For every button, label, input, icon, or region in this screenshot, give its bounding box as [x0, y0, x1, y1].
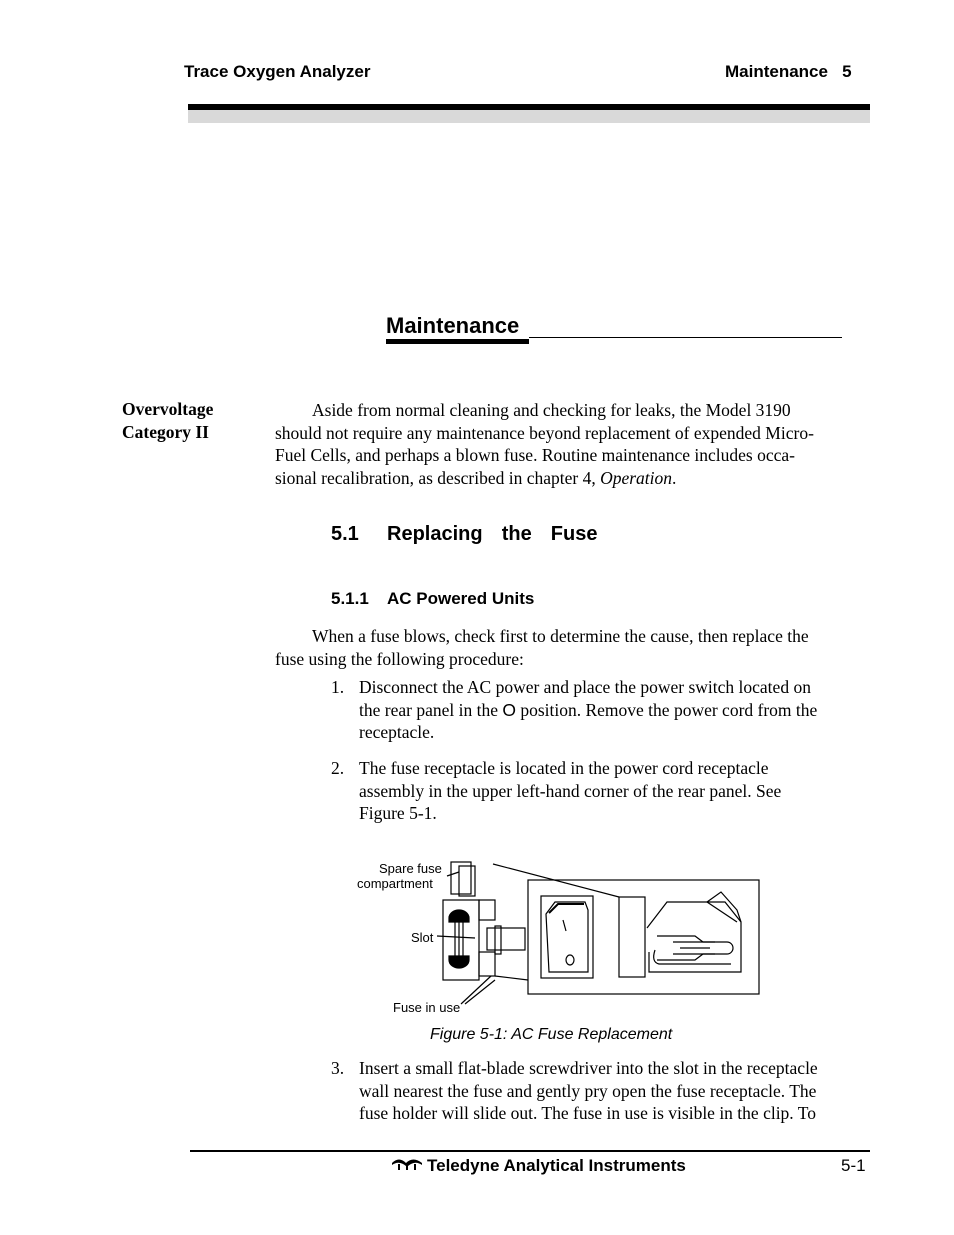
step-number: 1.	[331, 677, 345, 697]
step-line: Disconnect the AC power and place the power switch located on	[359, 677, 811, 697]
footer-company: Teledyne Analytical Instruments	[427, 1156, 686, 1175]
step-line: Figure 5-1.	[359, 803, 437, 823]
label-fuse-in-use: Fuse in use	[393, 1000, 461, 1015]
procedure-step	[331, 757, 843, 825]
paragraph-line: should not require any maintenance beyond replacement of expended Micro-	[275, 422, 814, 443]
procedure-step	[331, 676, 843, 744]
paragraph-line	[275, 467, 845, 490]
step-number: 3.	[331, 1058, 345, 1078]
chapter-title-underline	[386, 339, 529, 344]
text-run: position. Remove the power cord from the	[515, 699, 818, 720]
procedure-intro	[275, 625, 845, 670]
chapter-reference: Operation	[600, 467, 673, 488]
margin-note-line: Overvoltage	[122, 399, 214, 419]
rocker-edge	[549, 904, 584, 913]
text-run: the rear panel in the	[359, 699, 503, 720]
teledyne-logo-icon	[391, 1157, 423, 1171]
step-line: The fuse receptacle is located in the power cord receptacle	[359, 758, 769, 778]
section-title: Replacing the Fuse	[387, 523, 598, 545]
fuse-cap-bottom	[449, 956, 469, 968]
page-number: 5-1	[841, 1156, 866, 1175]
label-spare-fuse: Spare fuse	[379, 861, 442, 876]
off-position-symbol: O	[502, 699, 516, 720]
paragraph-line: fuse using the following procedure:	[275, 648, 524, 669]
figure-caption: Figure 5-1: AC Fuse Replacement	[430, 1026, 673, 1043]
text-run: sional recalibration, as described in chapter 4,	[275, 467, 601, 488]
footer-rule	[190, 1150, 870, 1152]
fuse-leader	[465, 980, 495, 1004]
subsection-title: AC Powered Units	[387, 589, 535, 608]
header-shade-bar	[188, 110, 870, 123]
paragraph-line: Aside from normal cleaning and checking for leaks, the Model 3190	[312, 400, 791, 420]
fuse-drawer-face	[619, 897, 645, 977]
leader-line	[495, 976, 528, 980]
intro-paragraph	[275, 399, 845, 489]
step-line: wall nearest the fuse and gently pry open the fuse receptacle. The	[359, 1080, 817, 1101]
paragraph-line: Fuel Cells, and perhaps a blown fuse. Routine maintenance includes occa-	[275, 445, 795, 465]
subsection-number: 5.1.1	[331, 589, 369, 608]
fuse-cap-top	[449, 910, 469, 922]
section-number: 5.1	[331, 523, 359, 545]
subsection-heading	[331, 589, 534, 609]
margin-note	[122, 398, 213, 444]
spare-fuse-cap	[459, 866, 475, 896]
chapter-title-rule	[529, 337, 842, 338]
spare-leader	[447, 872, 459, 876]
plug-lines	[673, 942, 715, 954]
plug-cord	[654, 950, 731, 964]
spare-fuse-compartment	[451, 862, 471, 894]
step-line	[359, 699, 843, 722]
fuse-holder-tab-top	[479, 900, 495, 920]
label-slot: Slot	[411, 930, 434, 945]
fuse-receptacle-figure	[355, 852, 765, 1020]
step-number: 2.	[331, 758, 345, 778]
step-line: assembly in the upper left-hand corner of the rear panel. See	[359, 780, 782, 801]
fuse-holder-tab-bottom	[479, 952, 495, 976]
running-header-title: Trace Oxygen Analyzer	[184, 62, 371, 81]
power-inlet-outline	[647, 902, 741, 972]
step-line: fuse holder will slide out. The fuse in use is visible in the clip. To	[359, 1103, 816, 1123]
power-inlet-top	[707, 892, 741, 922]
switch-off-mark-icon	[566, 955, 574, 965]
text-run: .	[672, 467, 677, 488]
margin-note-line: Category II	[122, 422, 209, 442]
procedure-step	[331, 1057, 843, 1125]
step-line: Insert a small flat-blade screwdriver into the slot in the receptacle	[359, 1058, 818, 1078]
fuse-clip	[487, 928, 525, 950]
section-heading	[331, 523, 597, 546]
paragraph-line: When a fuse blows, check first to determine the cause, then replace the	[312, 626, 809, 646]
rocker-outline	[546, 902, 588, 972]
chapter-title: Maintenance	[386, 313, 520, 338]
label-compartment: compartment	[357, 876, 433, 891]
switch-on-mark-icon	[563, 920, 566, 931]
step-line: receptacle.	[359, 722, 435, 742]
running-header-chapter: Maintenance 5	[725, 62, 852, 81]
